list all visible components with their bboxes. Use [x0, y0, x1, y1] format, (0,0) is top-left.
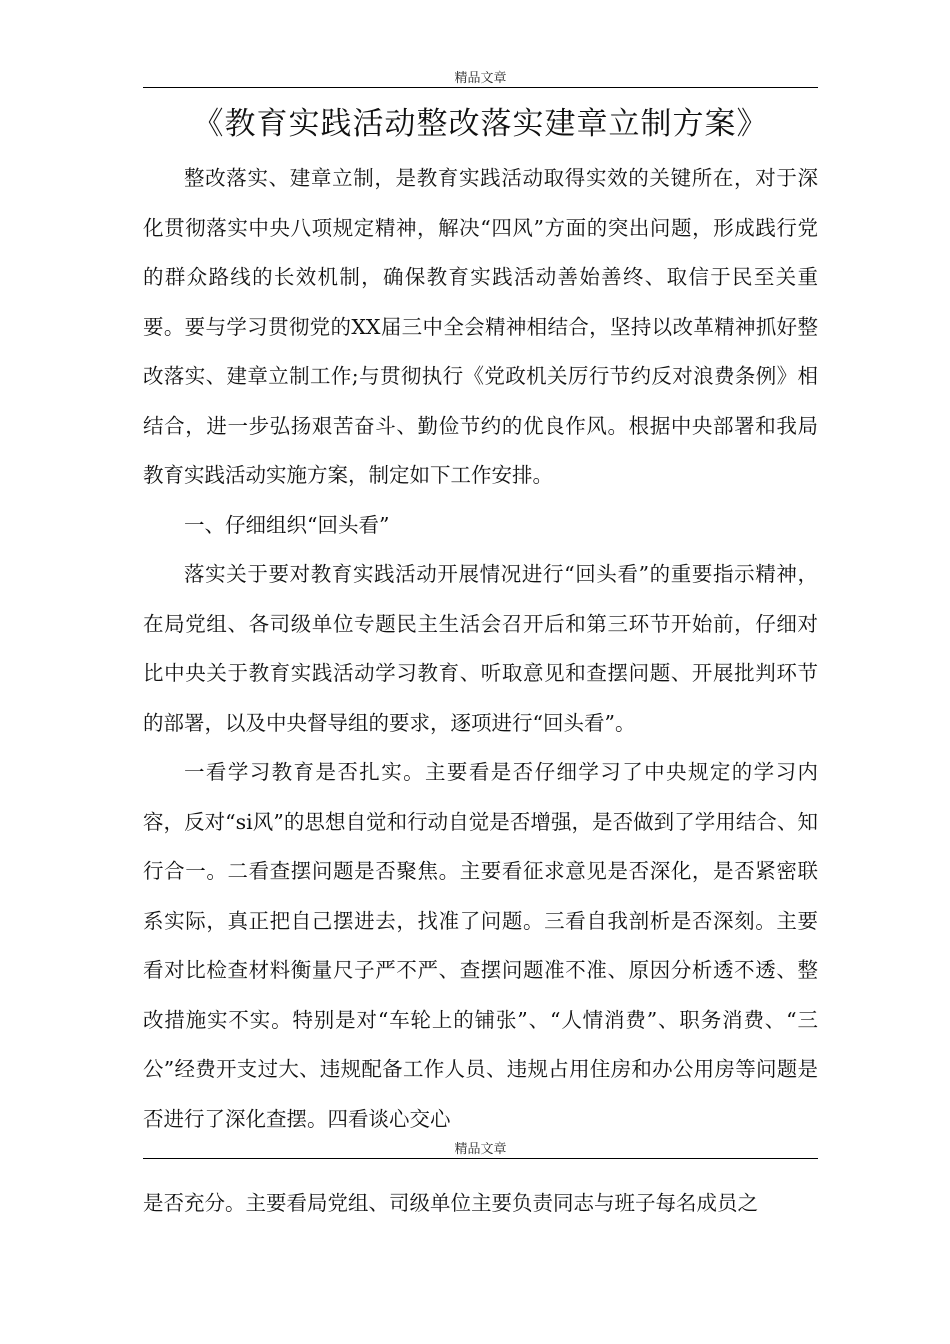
page-header-label: 精品文章 — [454, 71, 507, 86]
page-footer-label: 精品文章 — [454, 1142, 507, 1157]
document-title: 《教育实践活动整改落实建章立制方案》 — [192, 106, 769, 142]
document-body — [143, 154, 818, 1144]
next-page-body — [143, 1179, 818, 1229]
section-heading: 一、仔细组织“回头看” — [184, 512, 390, 537]
footer-rule — [143, 1158, 818, 1159]
body-paragraph: 落实关于要对教育实践活动开展情况进行“回头看”的重要指示精神，在局党组、各司级单位专题民主生活会召开后和第三环节开始前，仔细对比中央关于教育实践活动学习教育、听取意见和查摆问题、开展批判环节的部署，以及中央督导组的要求，逐项进行“回头看”。 — [143, 562, 818, 735]
body-paragraph: 一看学习教育是否扎实。主要看是否仔细学习了中央规定的学习内容，反对“si风”的思想自觉和行动自觉是否增强，是否做到了学用结合、知行合一。二看查摆问题是否聚焦。主要看征求意见是否深化，是否紧密联系实际，真正把自己摆进去，找准了问题。三看自我剖析是否深刻。主要看对比检查材料衡量尺子严不严、查摆问题准不准、原因分析透不透、整改措施实不实。特别是对“车轮上的铺张”、“人情消费”、职务消费、“三公”经费开支过大、违规配备工作人员、违规占用住房和办公用房等问题是否进行了深化查摆。四看谈心交心 — [143, 760, 818, 1131]
intro-paragraph: 整改落实、建章立制，是教育实践活动取得实效的关键所在，对于深化贯彻落实中央八项规定精神，解决“四风”方面的突出问题，形成践行党的群众路线的长效机制，确保教育实践活动善始善终、取信于民至关重要。要与学习贯彻党的XX届三中全会精神相结合，坚持以改革精神抓好整改落实、建章立制工作;与贯彻执行《党政机关厉行节约反对浪费条例》相结合，进一步弘扬艰苦奋斗、勤俭节约的优良作风。根据中央部署和我局教育实践活动实施方案，制定如下工作安排。 — [143, 166, 818, 487]
header-rule — [143, 87, 818, 88]
continuation-paragraph: 是否充分。主要看局党组、司级单位主要负责同志与班子每名成员之 — [143, 1191, 758, 1215]
